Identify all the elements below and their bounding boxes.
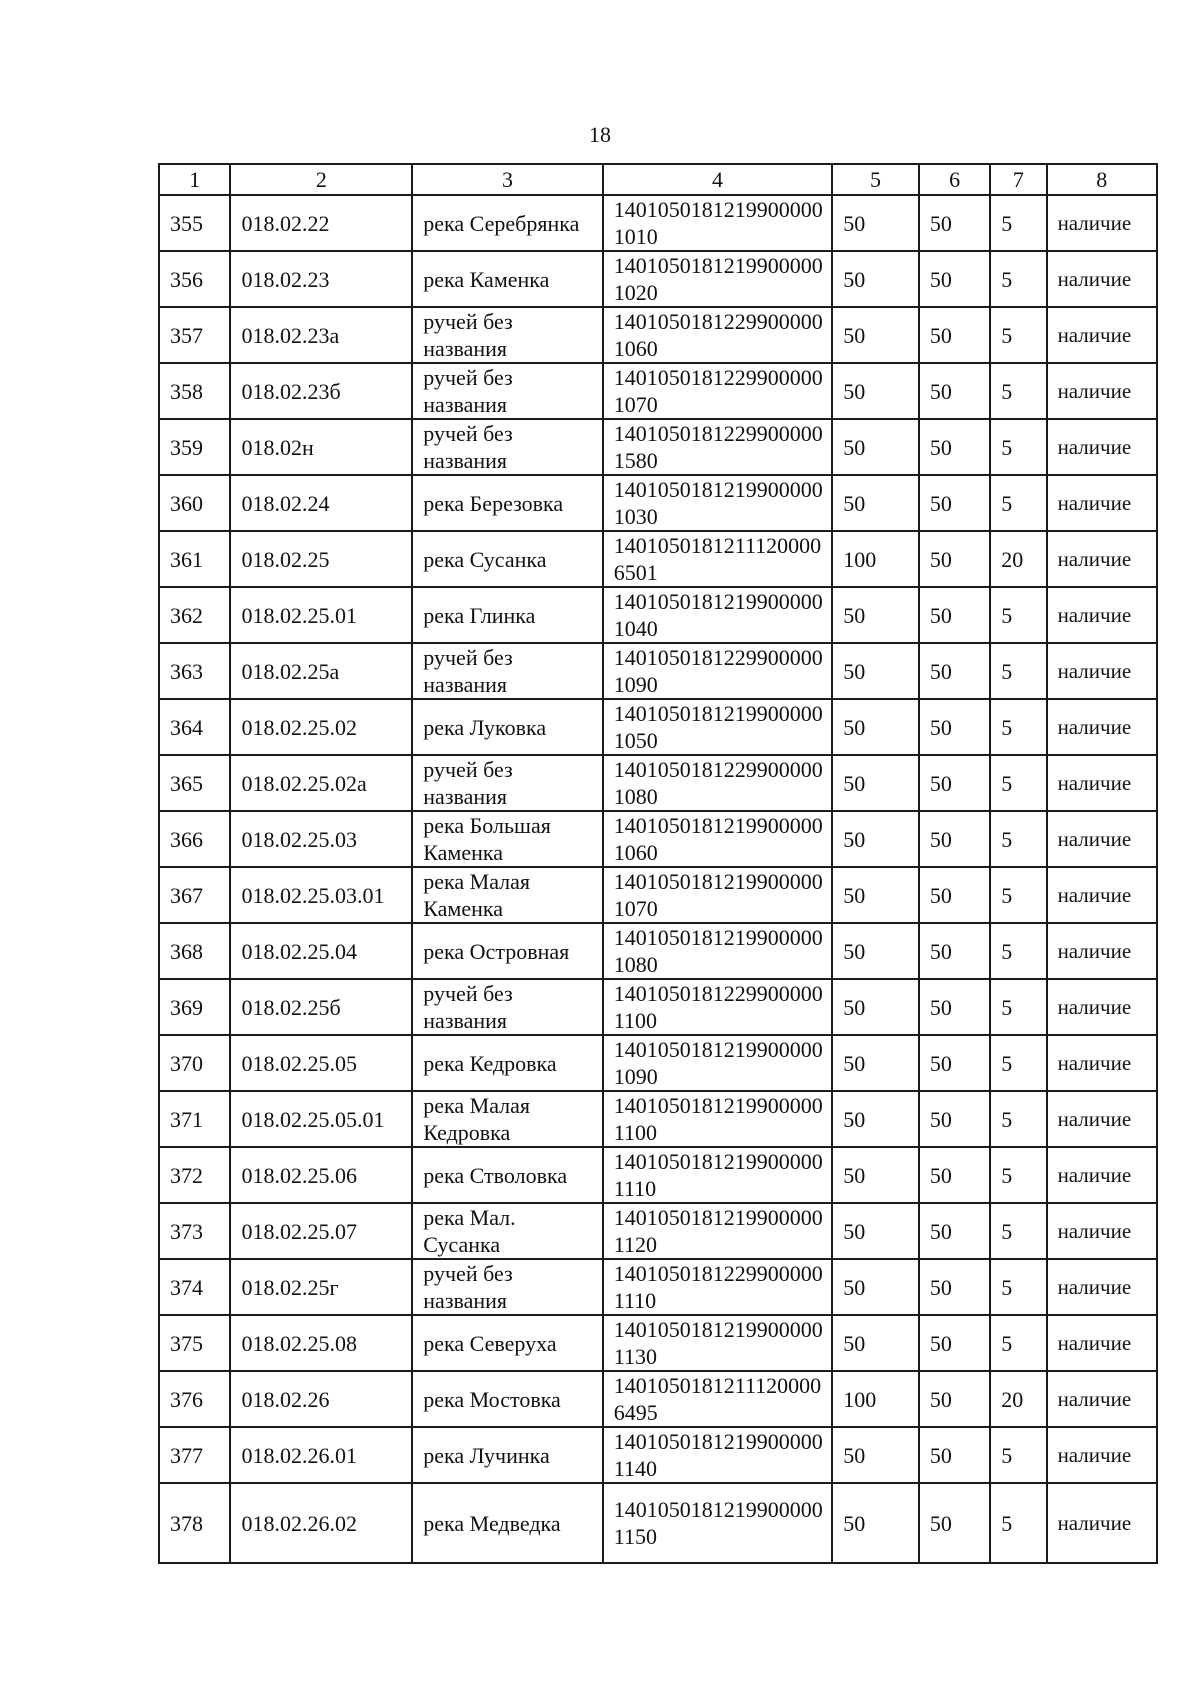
- water-objects-table: [158, 163, 1158, 1564]
- table-row: [159, 1035, 1157, 1091]
- value-col7-cell: 5: [990, 363, 1046, 419]
- value-col7-cell: 5: [990, 1035, 1046, 1091]
- header-cell: 6: [919, 164, 990, 195]
- row-number-cell: 366: [159, 811, 230, 867]
- value-col7-cell: 5: [990, 811, 1046, 867]
- row-number-cell: 374: [159, 1259, 230, 1315]
- row-number-cell: 367: [159, 867, 230, 923]
- water-object-name-cell: река Малая Каменка: [412, 867, 603, 923]
- row-number-cell: 363: [159, 643, 230, 699]
- row-number-cell: 356: [159, 251, 230, 307]
- water-object-name-cell: река Лучинка: [412, 1427, 603, 1483]
- row-number-cell: 358: [159, 363, 230, 419]
- status-cell: наличие: [1047, 979, 1157, 1035]
- status-cell: наличие: [1047, 363, 1157, 419]
- registry-code-cell: 14010501812299000001080: [603, 755, 832, 811]
- value-col5-cell: 50: [832, 923, 919, 979]
- value-col6-cell: 50: [919, 531, 990, 587]
- value-col5-cell: 50: [832, 587, 919, 643]
- value-col5-cell: 50: [832, 755, 919, 811]
- value-col7-cell: 5: [990, 587, 1046, 643]
- value-col5-cell: 50: [832, 1259, 919, 1315]
- value-col7-cell: 5: [990, 1315, 1046, 1371]
- value-col6-cell: 50: [919, 699, 990, 755]
- hydro-code-cell: 018.02.23б: [230, 363, 412, 419]
- value-col6-cell: 50: [919, 1315, 990, 1371]
- page-number: 18: [589, 122, 611, 147]
- status-cell: наличие: [1047, 1371, 1157, 1427]
- registry-code-cell: 14010501812199000001120: [603, 1203, 832, 1259]
- hydro-code-cell: 018.02.26.02: [230, 1483, 412, 1563]
- value-col5-cell: 50: [832, 867, 919, 923]
- water-object-name-cell: река Стволовка: [412, 1147, 603, 1203]
- hydro-code-cell: 018.02.23а: [230, 307, 412, 363]
- status-cell: наличие: [1047, 1091, 1157, 1147]
- row-number-cell: 362: [159, 587, 230, 643]
- table-row: [159, 1259, 1157, 1315]
- status-cell: наличие: [1047, 531, 1157, 587]
- row-number-cell: 373: [159, 1203, 230, 1259]
- table-row: [159, 475, 1157, 531]
- row-number-cell: 355: [159, 195, 230, 251]
- water-object-name-cell: ручей без названия: [412, 755, 603, 811]
- header-cell: 8: [1047, 164, 1157, 195]
- status-cell: наличие: [1047, 923, 1157, 979]
- registry-code-cell: 14010501812111200006495: [603, 1371, 832, 1427]
- hydro-code-cell: 018.02.25.08: [230, 1315, 412, 1371]
- row-number-cell: 377: [159, 1427, 230, 1483]
- registry-code-cell: 14010501812199000001060: [603, 811, 832, 867]
- hydro-code-cell: 018.02.25.05: [230, 1035, 412, 1091]
- value-col6-cell: 50: [919, 1483, 990, 1563]
- header-row: [159, 164, 1157, 195]
- table-row: [159, 251, 1157, 307]
- value-col6-cell: 50: [919, 251, 990, 307]
- row-number-cell: 376: [159, 1371, 230, 1427]
- table-row: [159, 419, 1157, 475]
- hydro-code-cell: 018.02.25.07: [230, 1203, 412, 1259]
- registry-code-cell: 14010501812111200006501: [603, 531, 832, 587]
- hydro-code-cell: 018.02.25.06: [230, 1147, 412, 1203]
- row-number-cell: 369: [159, 979, 230, 1035]
- registry-code-cell: 14010501812299000001110: [603, 1259, 832, 1315]
- value-col5-cell: 50: [832, 979, 919, 1035]
- value-col5-cell: 50: [832, 1483, 919, 1563]
- table-row: [159, 531, 1157, 587]
- value-col5-cell: 50: [832, 419, 919, 475]
- registry-code-cell: 14010501812299000001070: [603, 363, 832, 419]
- value-col7-cell: 5: [990, 419, 1046, 475]
- status-cell: наличие: [1047, 1427, 1157, 1483]
- row-number-cell: 364: [159, 699, 230, 755]
- value-col5-cell: 50: [832, 1427, 919, 1483]
- status-cell: наличие: [1047, 811, 1157, 867]
- water-object-name-cell: ручей без названия: [412, 419, 603, 475]
- value-col6-cell: 50: [919, 1371, 990, 1427]
- value-col7-cell: 5: [990, 699, 1046, 755]
- registry-code-cell: 14010501812199000001130: [603, 1315, 832, 1371]
- hydro-code-cell: 018.02.25.03: [230, 811, 412, 867]
- water-object-name-cell: река Островная: [412, 923, 603, 979]
- table-row: [159, 363, 1157, 419]
- registry-code-cell: 14010501812199000001110: [603, 1147, 832, 1203]
- value-col5-cell: 50: [832, 699, 919, 755]
- table-row: [159, 811, 1157, 867]
- status-cell: наличие: [1047, 1483, 1157, 1563]
- header-cell: 7: [990, 164, 1046, 195]
- row-number-cell: 371: [159, 1091, 230, 1147]
- table-row: [159, 1203, 1157, 1259]
- value-col7-cell: 5: [990, 755, 1046, 811]
- table-header: [159, 164, 1157, 195]
- table-row: [159, 1371, 1157, 1427]
- value-col6-cell: 50: [919, 587, 990, 643]
- value-col6-cell: 50: [919, 643, 990, 699]
- value-col7-cell: 5: [990, 251, 1046, 307]
- row-number-cell: 365: [159, 755, 230, 811]
- registry-code-cell: 14010501812299000001580: [603, 419, 832, 475]
- value-col7-cell: 5: [990, 923, 1046, 979]
- value-col6-cell: 50: [919, 419, 990, 475]
- water-object-name-cell: река Луковка: [412, 699, 603, 755]
- value-col6-cell: 50: [919, 979, 990, 1035]
- table-row: [159, 1483, 1157, 1563]
- water-object-name-cell: ручей без названия: [412, 643, 603, 699]
- value-col7-cell: 5: [990, 1483, 1046, 1563]
- registry-code-cell: 14010501812199000001090: [603, 1035, 832, 1091]
- hydro-code-cell: 018.02.26: [230, 1371, 412, 1427]
- row-number-cell: 375: [159, 1315, 230, 1371]
- value-col5-cell: 100: [832, 1371, 919, 1427]
- table-row: [159, 587, 1157, 643]
- value-col5-cell: 50: [832, 643, 919, 699]
- table-row: [159, 1147, 1157, 1203]
- row-number-cell: 360: [159, 475, 230, 531]
- row-number-cell: 359: [159, 419, 230, 475]
- value-col6-cell: 50: [919, 867, 990, 923]
- water-object-name-cell: река Малая Кедровка: [412, 1091, 603, 1147]
- status-cell: наличие: [1047, 1203, 1157, 1259]
- value-col6-cell: 50: [919, 1259, 990, 1315]
- hydro-code-cell: 018.02.25.04: [230, 923, 412, 979]
- value-col7-cell: 5: [990, 1147, 1046, 1203]
- hydro-code-cell: 018.02.25.02: [230, 699, 412, 755]
- status-cell: наличие: [1047, 755, 1157, 811]
- value-col7-cell: 5: [990, 307, 1046, 363]
- registry-code-cell: 14010501812199000001100: [603, 1091, 832, 1147]
- registry-code-cell: 14010501812199000001050: [603, 699, 832, 755]
- table-row: [159, 643, 1157, 699]
- table-row: [159, 1427, 1157, 1483]
- water-object-name-cell: река Мостовка: [412, 1371, 603, 1427]
- value-col5-cell: 50: [832, 1147, 919, 1203]
- header-cell: 5: [832, 164, 919, 195]
- water-object-name-cell: река Глинка: [412, 587, 603, 643]
- hydro-code-cell: 018.02.25.02а: [230, 755, 412, 811]
- value-col5-cell: 100: [832, 531, 919, 587]
- registry-code-cell: 14010501812199000001070: [603, 867, 832, 923]
- status-cell: наличие: [1047, 307, 1157, 363]
- registry-code-cell: 14010501812199000001030: [603, 475, 832, 531]
- status-cell: наличие: [1047, 1259, 1157, 1315]
- value-col5-cell: 50: [832, 1091, 919, 1147]
- water-object-name-cell: река Северуха: [412, 1315, 603, 1371]
- header-cell: 4: [603, 164, 832, 195]
- status-cell: наличие: [1047, 587, 1157, 643]
- value-col5-cell: 50: [832, 195, 919, 251]
- water-object-name-cell: ручей без названия: [412, 979, 603, 1035]
- hydro-code-cell: 018.02.24: [230, 475, 412, 531]
- hydro-code-cell: 018.02.25: [230, 531, 412, 587]
- value-col7-cell: 5: [990, 195, 1046, 251]
- status-cell: наличие: [1047, 1035, 1157, 1091]
- value-col7-cell: 5: [990, 867, 1046, 923]
- table-row: [159, 979, 1157, 1035]
- water-object-name-cell: ручей без названия: [412, 307, 603, 363]
- value-col6-cell: 50: [919, 1147, 990, 1203]
- value-col6-cell: 50: [919, 195, 990, 251]
- registry-code-cell: 14010501812199000001010: [603, 195, 832, 251]
- table-row: [159, 699, 1157, 755]
- status-cell: наличие: [1047, 643, 1157, 699]
- table-row: [159, 923, 1157, 979]
- table-row: [159, 867, 1157, 923]
- value-col6-cell: 50: [919, 1035, 990, 1091]
- status-cell: наличие: [1047, 1147, 1157, 1203]
- status-cell: наличие: [1047, 419, 1157, 475]
- water-object-name-cell: ручей без названия: [412, 363, 603, 419]
- row-number-cell: 368: [159, 923, 230, 979]
- header-cell: 1: [159, 164, 230, 195]
- registry-code-cell: 14010501812199000001140: [603, 1427, 832, 1483]
- status-cell: наличие: [1047, 195, 1157, 251]
- water-object-name-cell: ручей без названия: [412, 1259, 603, 1315]
- table-body: [159, 195, 1157, 1563]
- value-col5-cell: 50: [832, 811, 919, 867]
- value-col7-cell: 20: [990, 1371, 1046, 1427]
- value-col7-cell: 5: [990, 1259, 1046, 1315]
- value-col6-cell: 50: [919, 1427, 990, 1483]
- value-col5-cell: 50: [832, 475, 919, 531]
- hydro-code-cell: 018.02.25.01: [230, 587, 412, 643]
- value-col6-cell: 50: [919, 1203, 990, 1259]
- registry-code-cell: 14010501812299000001090: [603, 643, 832, 699]
- water-object-name-cell: река Серебрянка: [412, 195, 603, 251]
- hydro-code-cell: 018.02н: [230, 419, 412, 475]
- hydro-code-cell: 018.02.25.03.01: [230, 867, 412, 923]
- water-object-name-cell: река Каменка: [412, 251, 603, 307]
- value-col6-cell: 50: [919, 307, 990, 363]
- value-col6-cell: 50: [919, 475, 990, 531]
- hydro-code-cell: 018.02.26.01: [230, 1427, 412, 1483]
- registry-code-cell: 14010501812199000001040: [603, 587, 832, 643]
- table-row: [159, 195, 1157, 251]
- water-object-name-cell: река Сусанка: [412, 531, 603, 587]
- row-number-cell: 361: [159, 531, 230, 587]
- value-col7-cell: 5: [990, 475, 1046, 531]
- value-col6-cell: 50: [919, 923, 990, 979]
- registry-code-cell: 14010501812199000001080: [603, 923, 832, 979]
- value-col5-cell: 50: [832, 363, 919, 419]
- table-row: [159, 307, 1157, 363]
- value-col6-cell: 50: [919, 811, 990, 867]
- value-col5-cell: 50: [832, 307, 919, 363]
- value-col7-cell: 5: [990, 1203, 1046, 1259]
- water-object-name-cell: река Медведка: [412, 1483, 603, 1563]
- registry-code-cell: 14010501812199000001150: [603, 1483, 832, 1563]
- hydro-code-cell: 018.02.25б: [230, 979, 412, 1035]
- hydro-code-cell: 018.02.22: [230, 195, 412, 251]
- row-number-cell: 378: [159, 1483, 230, 1563]
- table-row: [159, 755, 1157, 811]
- header-cell: 2: [230, 164, 412, 195]
- row-number-cell: 357: [159, 307, 230, 363]
- table-row: [159, 1091, 1157, 1147]
- registry-code-cell: 14010501812299000001100: [603, 979, 832, 1035]
- status-cell: наличие: [1047, 475, 1157, 531]
- row-number-cell: 370: [159, 1035, 230, 1091]
- table-row: [159, 1315, 1157, 1371]
- value-col5-cell: 50: [832, 1315, 919, 1371]
- water-object-name-cell: река Мал. Сусанка: [412, 1203, 603, 1259]
- value-col5-cell: 50: [832, 1203, 919, 1259]
- value-col5-cell: 50: [832, 251, 919, 307]
- header-cell: 3: [412, 164, 603, 195]
- status-cell: наличие: [1047, 1315, 1157, 1371]
- value-col7-cell: 5: [990, 1427, 1046, 1483]
- water-object-name-cell: река Березовка: [412, 475, 603, 531]
- hydro-code-cell: 018.02.25г: [230, 1259, 412, 1315]
- water-object-name-cell: река Кедровка: [412, 1035, 603, 1091]
- water-object-name-cell: река Большая Каменка: [412, 811, 603, 867]
- value-col7-cell: 5: [990, 1091, 1046, 1147]
- value-col5-cell: 50: [832, 1035, 919, 1091]
- hydro-code-cell: 018.02.23: [230, 251, 412, 307]
- registry-code-cell: 14010501812199000001020: [603, 251, 832, 307]
- value-col6-cell: 50: [919, 1091, 990, 1147]
- value-col6-cell: 50: [919, 755, 990, 811]
- status-cell: наличие: [1047, 867, 1157, 923]
- hydro-code-cell: 018.02.25а: [230, 643, 412, 699]
- status-cell: наличие: [1047, 251, 1157, 307]
- registry-code-cell: 14010501812299000001060: [603, 307, 832, 363]
- row-number-cell: 372: [159, 1147, 230, 1203]
- value-col7-cell: 5: [990, 643, 1046, 699]
- value-col7-cell: 20: [990, 531, 1046, 587]
- value-col7-cell: 5: [990, 979, 1046, 1035]
- hydro-code-cell: 018.02.25.05.01: [230, 1091, 412, 1147]
- value-col6-cell: 50: [919, 363, 990, 419]
- status-cell: наличие: [1047, 699, 1157, 755]
